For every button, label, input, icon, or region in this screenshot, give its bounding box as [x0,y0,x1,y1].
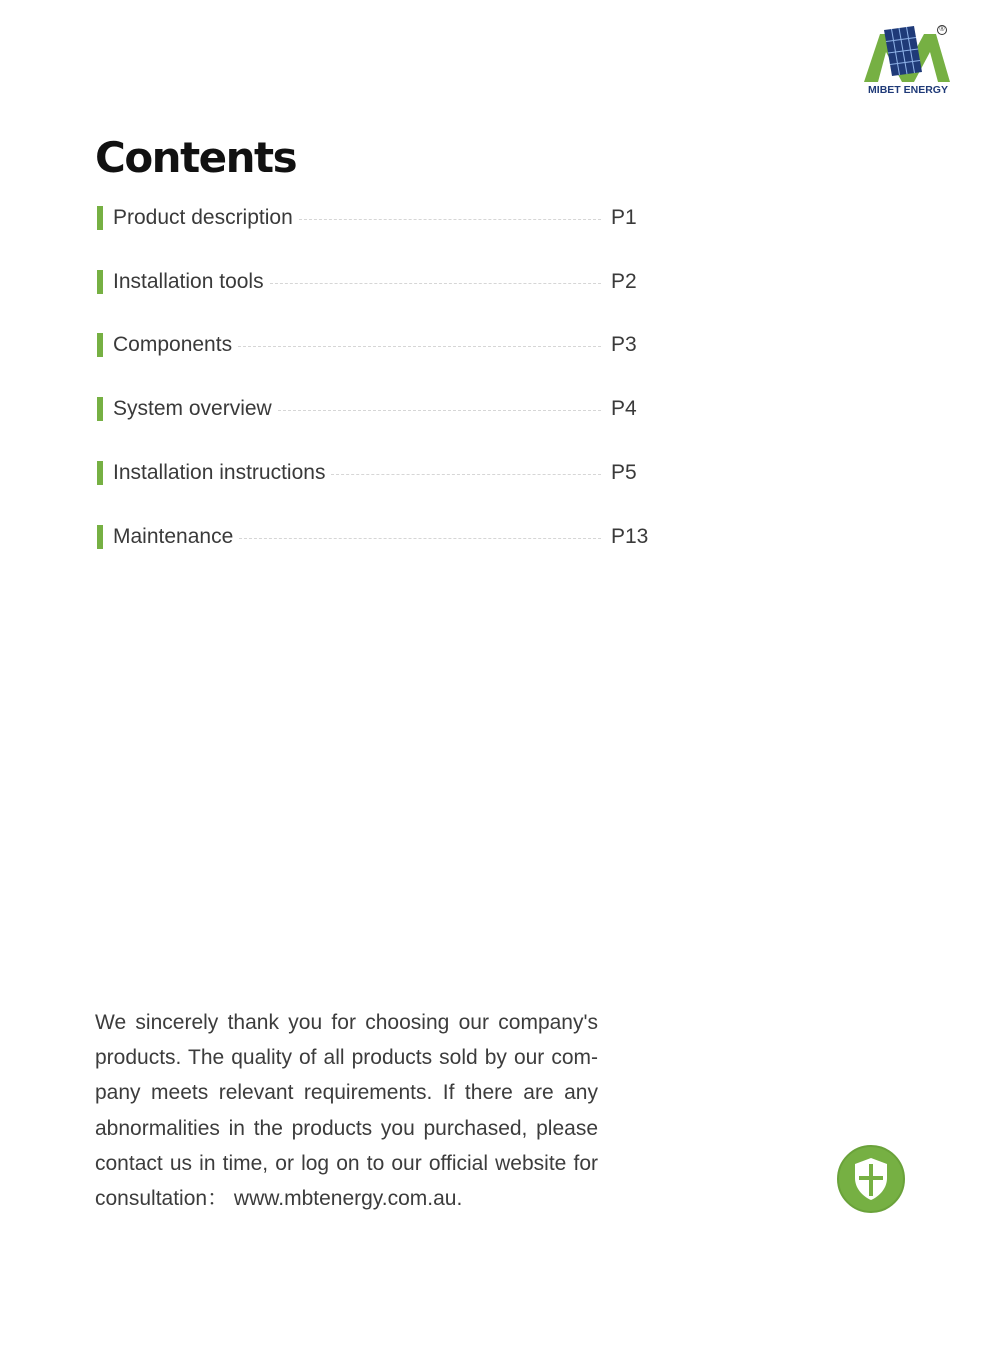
toc-marker [97,397,103,421]
shield-badge [836,1144,906,1214]
thank-you-paragraph: We sincerely thank you for choosing our company's products. The quality of all products sold by our com- pany meets relevant requirements. If there are any abnormalities in the products you purchased, please contact us in time, or log on to our official website for consultation： www.mbtenergy.com.au. [95,1011,598,1211]
toc-item[interactable] [97,264,657,300]
toc-leader [299,219,601,220]
page-title: Contents [95,133,297,182]
toc-item-page: P1 [611,206,637,229]
toc-marker [97,333,103,357]
toc-item-label: Components [113,333,233,356]
toc-leader [278,410,601,411]
toc-item-page: P3 [611,333,637,356]
toc-item-page: P13 [611,525,649,548]
toc-item-page: P2 [611,270,637,293]
toc-item[interactable] [97,519,657,555]
toc-leader [239,538,601,539]
toc-item-label: Maintenance [113,525,234,548]
registered-mark: ® [939,26,945,33]
toc-marker [97,206,103,230]
toc-item[interactable] [97,391,657,427]
toc-marker [97,270,103,294]
brand-logo [858,22,958,102]
toc-leader [238,346,601,347]
toc-item-label: System overview [113,397,272,420]
shield-icon [836,1144,906,1214]
toc-item-page: P4 [611,397,637,420]
toc-item-page: P5 [611,461,637,484]
toc-leader [270,283,601,284]
toc-marker [97,525,103,549]
toc-item[interactable] [97,327,657,363]
toc-leader [331,474,601,475]
toc-item[interactable] [97,455,657,491]
toc-item[interactable] [97,200,657,236]
toc-item-label: Installation tools [113,270,264,293]
toc-item-label: Product description [113,206,293,229]
toc-item-label: Installation instructions [113,461,326,484]
toc-marker [97,461,103,485]
brand-name: MIBET ENERGY [868,84,948,96]
